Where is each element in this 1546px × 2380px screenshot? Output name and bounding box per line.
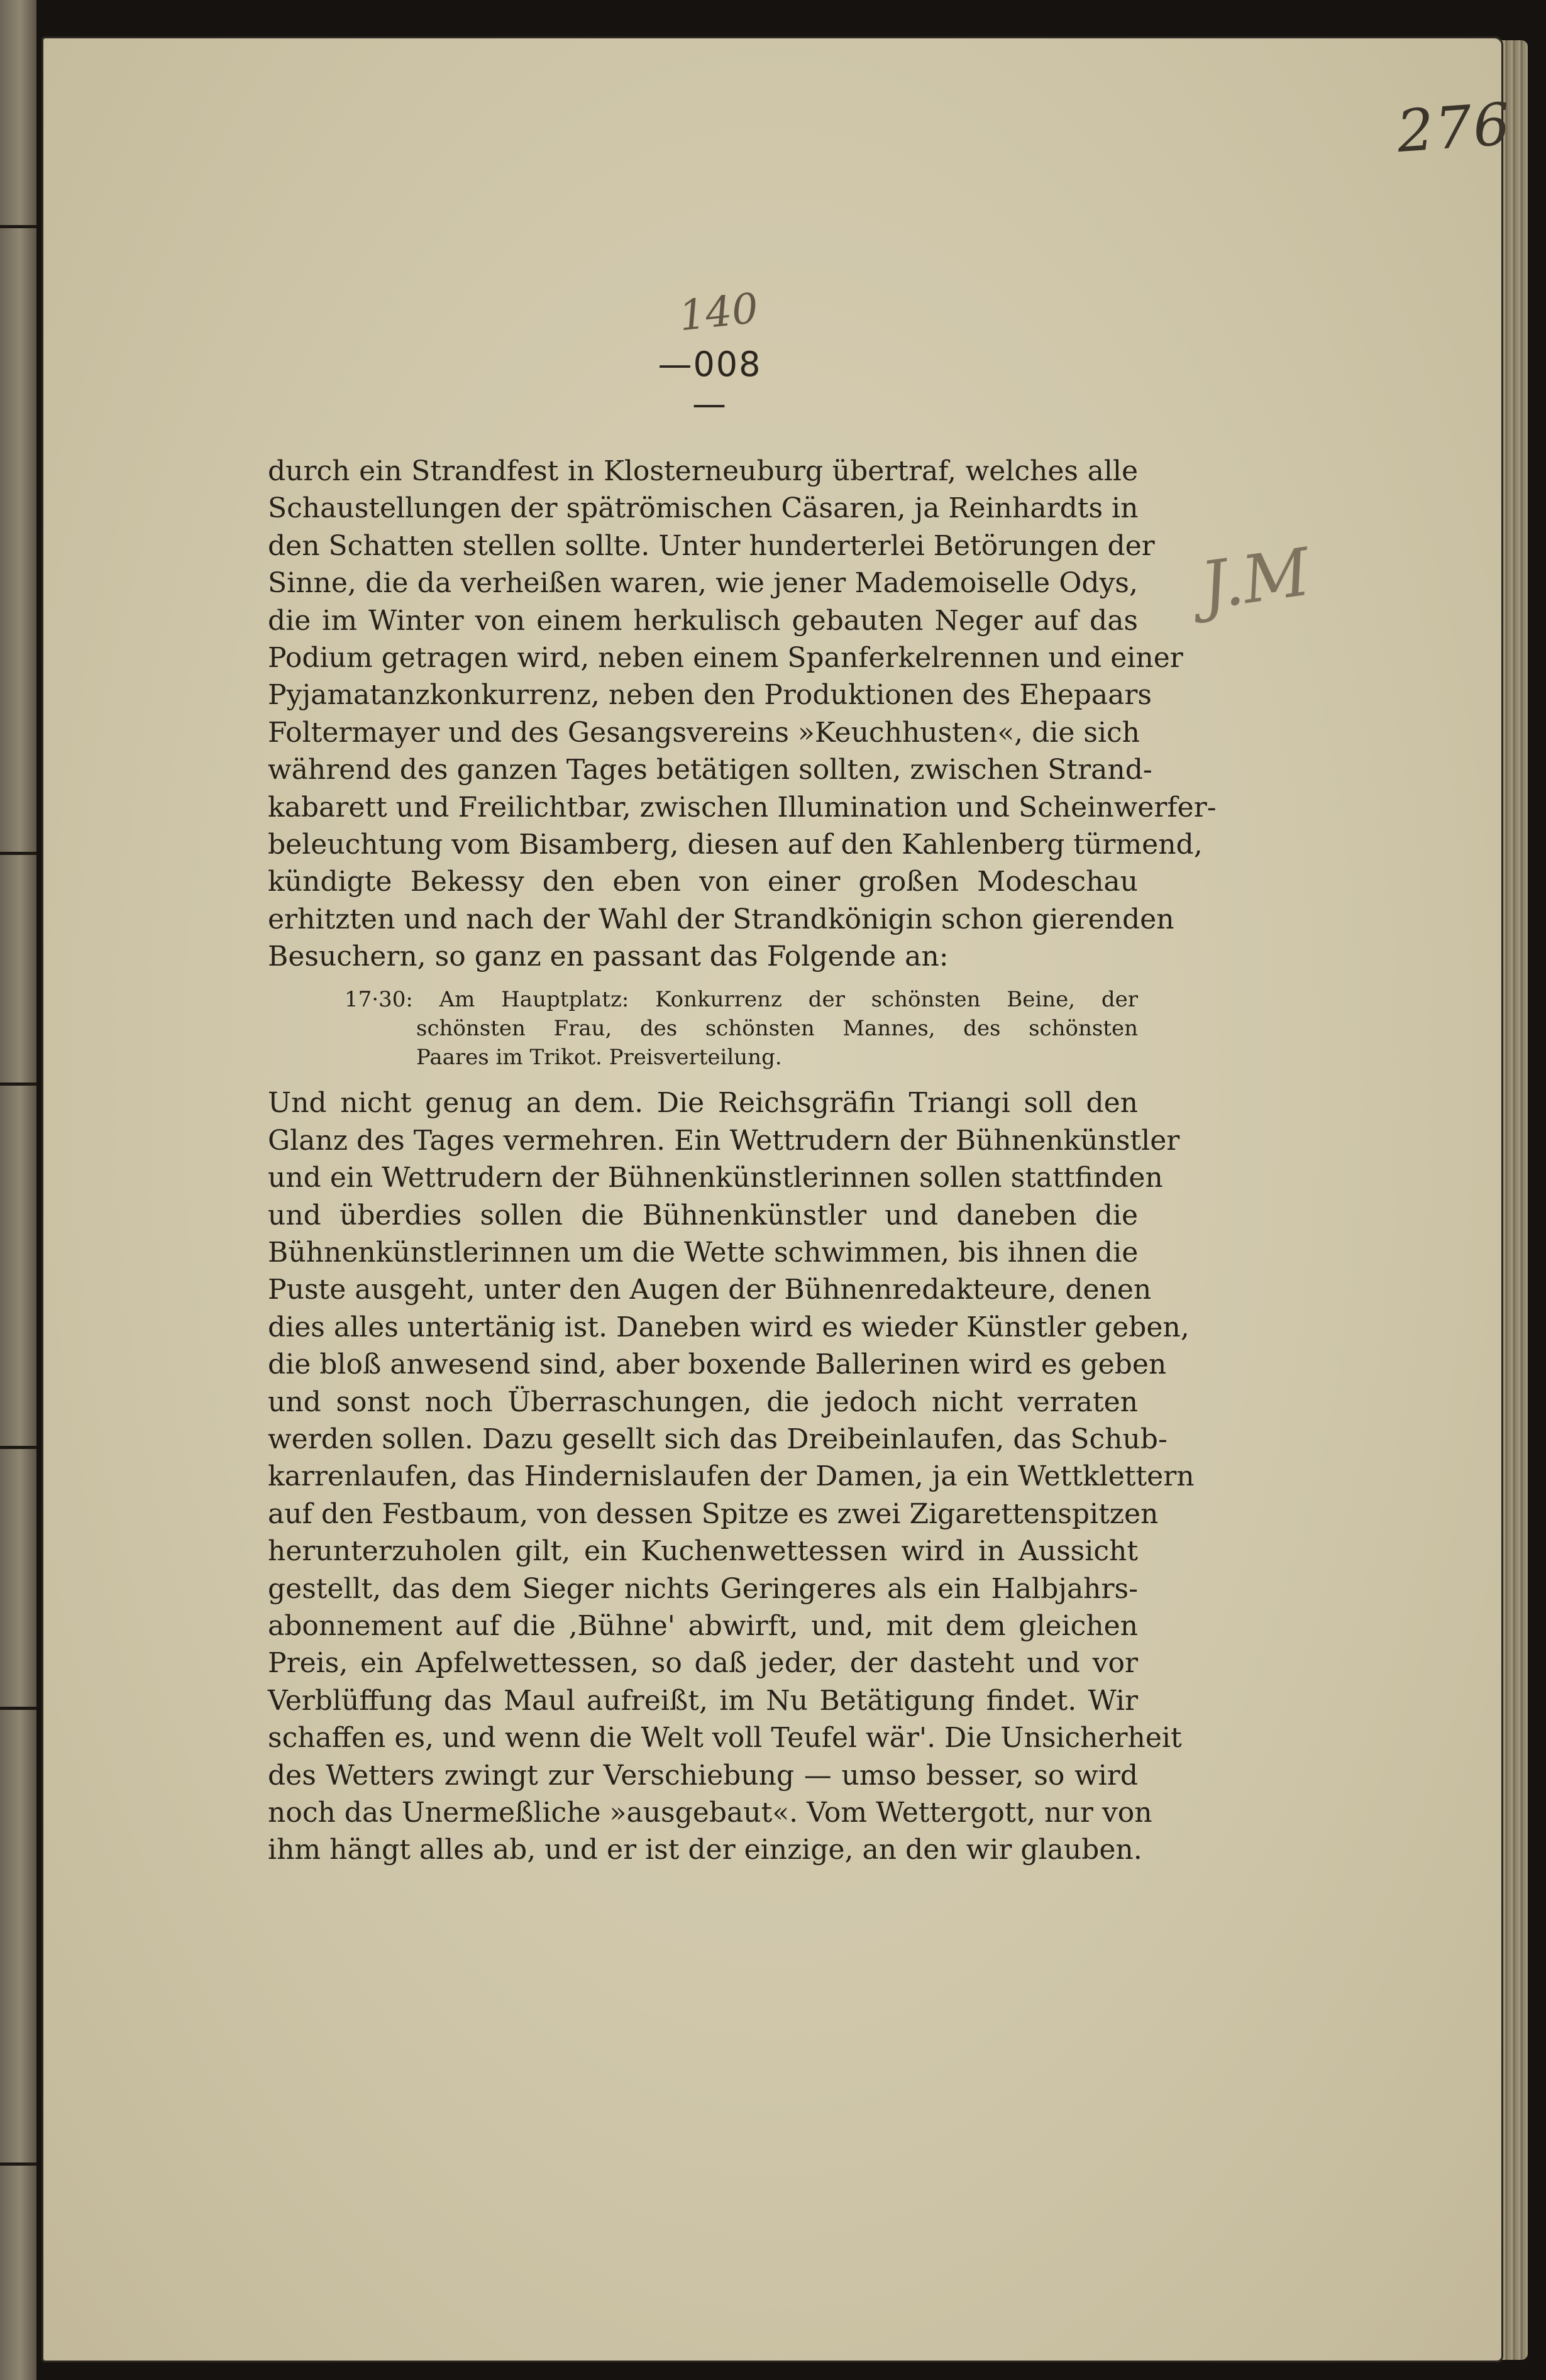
text-line: und sonst noch Überraschungen, die jedoch nicht verraten (268, 1386, 1138, 1418)
previous-page-edge (0, 0, 36, 2380)
text-line: beleuchtung vom Bisamberg, diesen auf den Kahlenberg türmend, (268, 828, 1203, 861)
text-line: während des ganzen Tages betätigen sollten, zwischen Strand- (268, 754, 1152, 786)
stacked-page-edges (1501, 40, 1528, 2360)
text-line: Bühnenkünstlerinnen um die Wette schwimmen, bis ihnen die (268, 1237, 1139, 1269)
text-line: Besuchern, so ganz en passant das Folgende an: (268, 940, 949, 973)
text-line: durch ein Strandfest in Klosterneuburg übertraf, welches alle (268, 455, 1138, 487)
text-line: karrenlaufen, das Hindernislaufen der Damen, ja ein Wettklettern (268, 1460, 1195, 1493)
text-line: kabarett und Freilichtbar, zwischen Illumination und Scheinwerfer- (268, 791, 1217, 824)
text-line: Und nicht genug an dem. Die Reichsgräfin Triangi soll den (268, 1087, 1138, 1120)
handwritten-folio-number: 276 (1394, 90, 1514, 166)
schedule-quote (268, 985, 1138, 1072)
text-line: schaffen es, und wenn die Welt voll Teufel wär'. Die Unsicherheit (268, 1722, 1182, 1755)
text-line: erhitzten und nach der Wahl der Strandkönigin schon gierenden (268, 903, 1174, 935)
text-line: Foltermayer und des Gesangsvereins »Keuchhusten«, die sich (268, 716, 1140, 749)
text-line: den Schatten stellen sollte. Unter hunderterlei Betörungen der (268, 529, 1155, 562)
paragraph-2 (268, 1084, 1195, 1868)
paragraph-1 (268, 453, 1217, 975)
text-line: Puste ausgeht, unter den Augen der Bühnenredakteure, denen (268, 1274, 1152, 1306)
text-line: die bloß anwesend sind, aber boxende Ballerinen wird es geben (268, 1348, 1167, 1381)
text-line: Podium getragen wird, neben einem Spanferkelrennen und einer (268, 641, 1183, 674)
text-line: Preis, ein Apfelwettessen, so daß jeder, der dasteht und vor (268, 1647, 1138, 1680)
text-line: abonnement auf die ‚Bühne' abwirft, und, mit dem gleichen (268, 1609, 1138, 1642)
text-line: Verblüffung das Maul aufreißt, im Nu Betätigung findet. Wir (268, 1684, 1138, 1717)
pencil-annotation-number: 140 (676, 284, 761, 341)
schedule-line: schönsten Frau, des schönsten Mannes, des schönsten (416, 1016, 1138, 1042)
text-line: Sinne, die da verheißen waren, wie jener Mademoiselle Odys, (268, 567, 1138, 600)
page-edge-mark (0, 2162, 36, 2166)
page-edge-mark (0, 225, 36, 228)
page-edge-mark (0, 1083, 36, 1086)
text-line: Glanz des Tages vermehren. Ein Wettrudern der Bühnenkünstler (268, 1124, 1180, 1157)
text-line: und ein Wettrudern der Bühnenkünstlerinnen sollen stattfinden (268, 1162, 1163, 1194)
text-line: die im Winter von einem herkulisch gebauten Neger auf das (268, 604, 1138, 637)
body-text (268, 453, 1217, 1869)
text-line: auf den Festbaum, von dessen Spitze es zwei Zigarettenspitzen (268, 1497, 1159, 1530)
text-line: herunterzuholen gilt, ein Kuchenwettessen wird in Aussicht (268, 1535, 1138, 1568)
schedule-line: Paares im Trikot. Preisverteilung. (416, 1045, 782, 1071)
text-line: Schaustellungen der spätrömischen Cäsaren, ja Reinhardts in (268, 492, 1139, 525)
margin-initials-annotation: J.M (1196, 533, 1315, 625)
text-line: dies alles untertänig ist. Daneben wird es wieder Künstler geben, (268, 1311, 1190, 1343)
text-line: gestellt, das dem Sieger nichts Geringeres als ein Halbjahrs- (268, 1572, 1138, 1605)
schedule-line: 17·30: Am Hauptplatz: Konkurrenz der schönsten Beine, der (345, 987, 1138, 1013)
text-line: und überdies sollen die Bühnenkünstler und daneben die (268, 1199, 1138, 1231)
text-line: Pyjamatanzkonkurrenz, neben den Produktionen des Ehepaars (268, 679, 1152, 712)
page-edge-mark (0, 1707, 36, 1710)
text-line: noch das Unermeßliche »ausgebaut«. Vom Wettergott, nur von (268, 1796, 1152, 1829)
page-edge-mark (0, 852, 36, 855)
printed-page-number: —008— (658, 344, 762, 424)
text-line: des Wetters zwingt zur Verschiebung — umso besser, so wird (268, 1759, 1138, 1792)
text-line: werden sollen. Dazu gesellt sich das Dreibeinlaufen, das Schub- (268, 1423, 1168, 1455)
text-line: kündigte Bekessy den eben von einer großen Modeschau (268, 866, 1138, 898)
page-edge-mark (0, 1446, 36, 1449)
text-line: ihm hängt alles ab, und er ist der einzige, an den wir glauben. (268, 1834, 1142, 1866)
